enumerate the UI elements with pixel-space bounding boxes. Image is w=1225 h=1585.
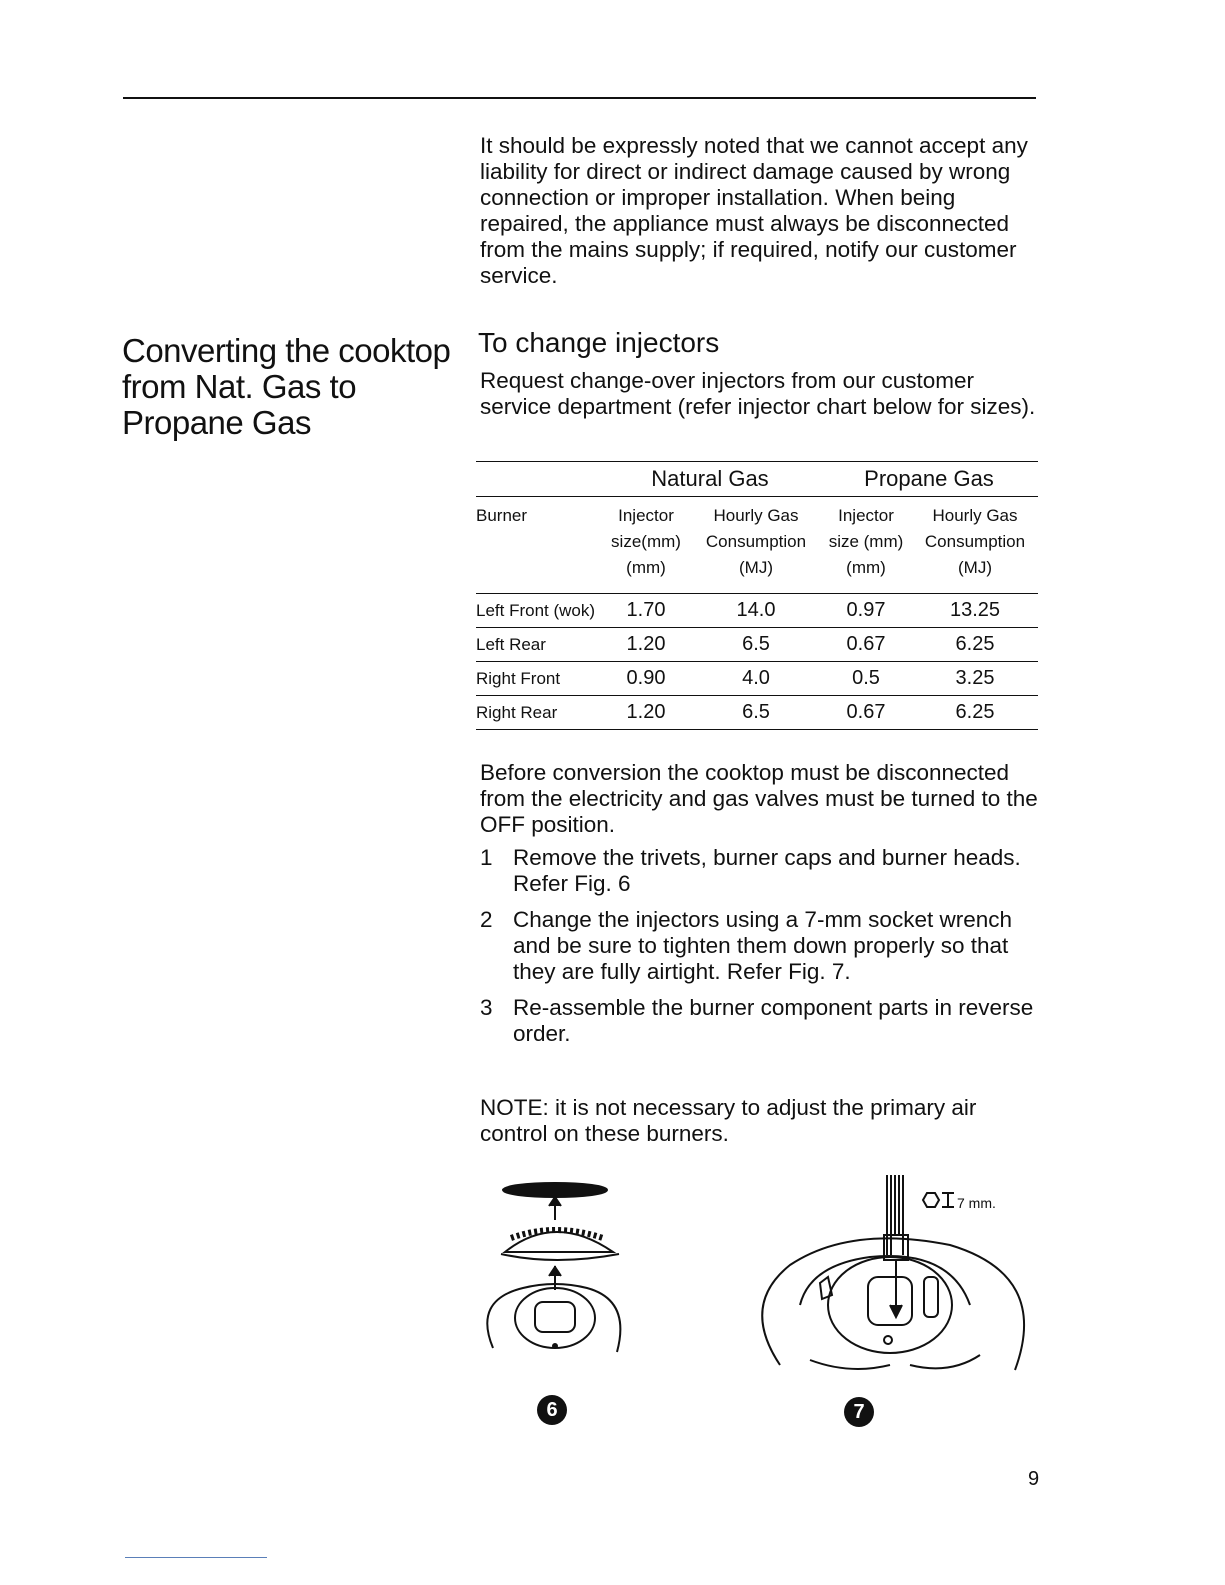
lp-hourly-value: 6.25 — [912, 628, 1038, 662]
burner-bowl-illustration — [762, 1238, 1024, 1370]
column-header-row — [476, 497, 1038, 594]
ng-injector-header-line: (mm) — [626, 558, 666, 577]
liability-paragraph: It should be expressly noted that we cannot accept any liability for direct or indirect damage caused by wrong connection or improper installation. When being repaired, the appliance must always be disconnected from the mains supply; if required, notify our customer service. — [480, 133, 1028, 288]
step-number: 2 — [480, 907, 493, 932]
burner-base-illustration — [487, 1284, 620, 1352]
lp-hourly-value: 3.25 — [912, 662, 1038, 696]
socket-wrench-illustration — [884, 1175, 908, 1260]
ng-hourly-value: 6.5 — [692, 696, 820, 730]
conversion-heading: Converting the cooktop from Nat. Gas to Propane Gas — [122, 332, 451, 441]
step-text: Remove the trivets, burner caps and burner heads. Refer Fig. 6 — [513, 845, 1021, 896]
wrench-size-label: 7 mm. — [957, 1195, 996, 1211]
lp-hourly-header — [912, 497, 1038, 594]
table-row — [476, 628, 1038, 662]
ng-injector-value: 1.20 — [600, 696, 692, 730]
ng-hourly-value: 14.0 — [692, 594, 820, 628]
step-number: 1 — [480, 845, 493, 870]
lp-hourly-header-line: Hourly Gas — [932, 506, 1018, 525]
table-row — [476, 662, 1038, 696]
ng-hourly-value: 6.5 — [692, 628, 820, 662]
injector-wrench-figure — [750, 1165, 1040, 1380]
ng-hourly-header-line: Hourly Gas — [713, 506, 799, 525]
lp-hourly-value: 13.25 — [912, 594, 1038, 628]
burner-header: Burner — [476, 497, 600, 594]
ng-hourly-header-line: Consumption — [705, 532, 807, 551]
list-item — [480, 907, 1040, 985]
list-item — [480, 845, 1040, 897]
top-rule — [123, 97, 1036, 99]
lp-injector-header-line: size (mm) — [828, 532, 904, 551]
lp-injector-header-line: (mm) — [846, 558, 886, 577]
lp-injector-value: 0.67 — [820, 628, 912, 662]
blank-header-cell — [476, 462, 600, 497]
table-row — [476, 696, 1038, 730]
ng-injector-header-line: size(mm) — [611, 532, 681, 551]
page-number: 9 — [1028, 1468, 1040, 1490]
burner-name: Right Front — [476, 662, 600, 696]
change-injectors-heading: To change injectors — [478, 327, 720, 358]
ng-injector-value: 1.70 — [600, 594, 692, 628]
lp-hourly-value: 6.25 — [912, 696, 1038, 730]
figure-6-label: 6 — [537, 1395, 567, 1425]
request-paragraph: Request change-over injectors from our customer service department (refer injector chart below for sizes). — [480, 368, 1036, 419]
figure-7-label: 7 — [844, 1397, 874, 1427]
propane-gas-header: Propane Gas — [820, 462, 1038, 497]
burner-head-illustration — [505, 1232, 613, 1252]
step-text: Change the injectors using a 7-mm socket wrench and be sure to tighten them down properly so that they are fully airtight. Refer Fig. 7. — [513, 907, 1012, 984]
footer-link-rule — [125, 1557, 267, 1558]
lp-injector-value: 0.5 — [820, 662, 912, 696]
injector-chart — [476, 461, 1038, 730]
hex-socket-icon — [923, 1193, 954, 1207]
lp-injector-value: 0.97 — [820, 594, 912, 628]
burner-cap-illustration — [503, 1183, 607, 1197]
step-text: Re-assemble the burner component parts in reverse order. — [513, 995, 1034, 1046]
table-row — [476, 594, 1038, 628]
conversion-steps — [480, 845, 1040, 1057]
before-conversion-paragraph: Before conversion the cooktop must be disconnected from the electricity and gas valves must be turned to the OFF position. — [480, 760, 1038, 837]
burner-name: Left Rear — [476, 628, 600, 662]
ng-injector-header — [600, 497, 692, 594]
ng-hourly-value: 4.0 — [692, 662, 820, 696]
ng-hourly-header-line: (MJ) — [739, 558, 773, 577]
gas-type-header-row — [476, 462, 1038, 497]
note-paragraph: NOTE: it is not necessary to adjust the primary air control on these burners. — [480, 1095, 977, 1146]
step-number: 3 — [480, 995, 493, 1020]
ng-injector-value: 1.20 — [600, 628, 692, 662]
natural-gas-header: Natural Gas — [600, 462, 820, 497]
lp-hourly-header-line: Consumption — [924, 532, 1026, 551]
burner-name: Right Rear — [476, 696, 600, 730]
ng-injector-value: 0.90 — [600, 662, 692, 696]
lp-hourly-header-line: (MJ) — [958, 558, 992, 577]
ng-injector-header-line: Injector — [618, 506, 674, 525]
list-item — [480, 995, 1040, 1047]
ng-hourly-header — [692, 497, 820, 594]
burner-name: Left Front (wok) — [476, 594, 600, 628]
lp-injector-value: 0.67 — [820, 696, 912, 730]
burner-exploded-figure — [473, 1170, 653, 1370]
lp-injector-header-line: Injector — [838, 506, 894, 525]
lp-injector-header — [820, 497, 912, 594]
